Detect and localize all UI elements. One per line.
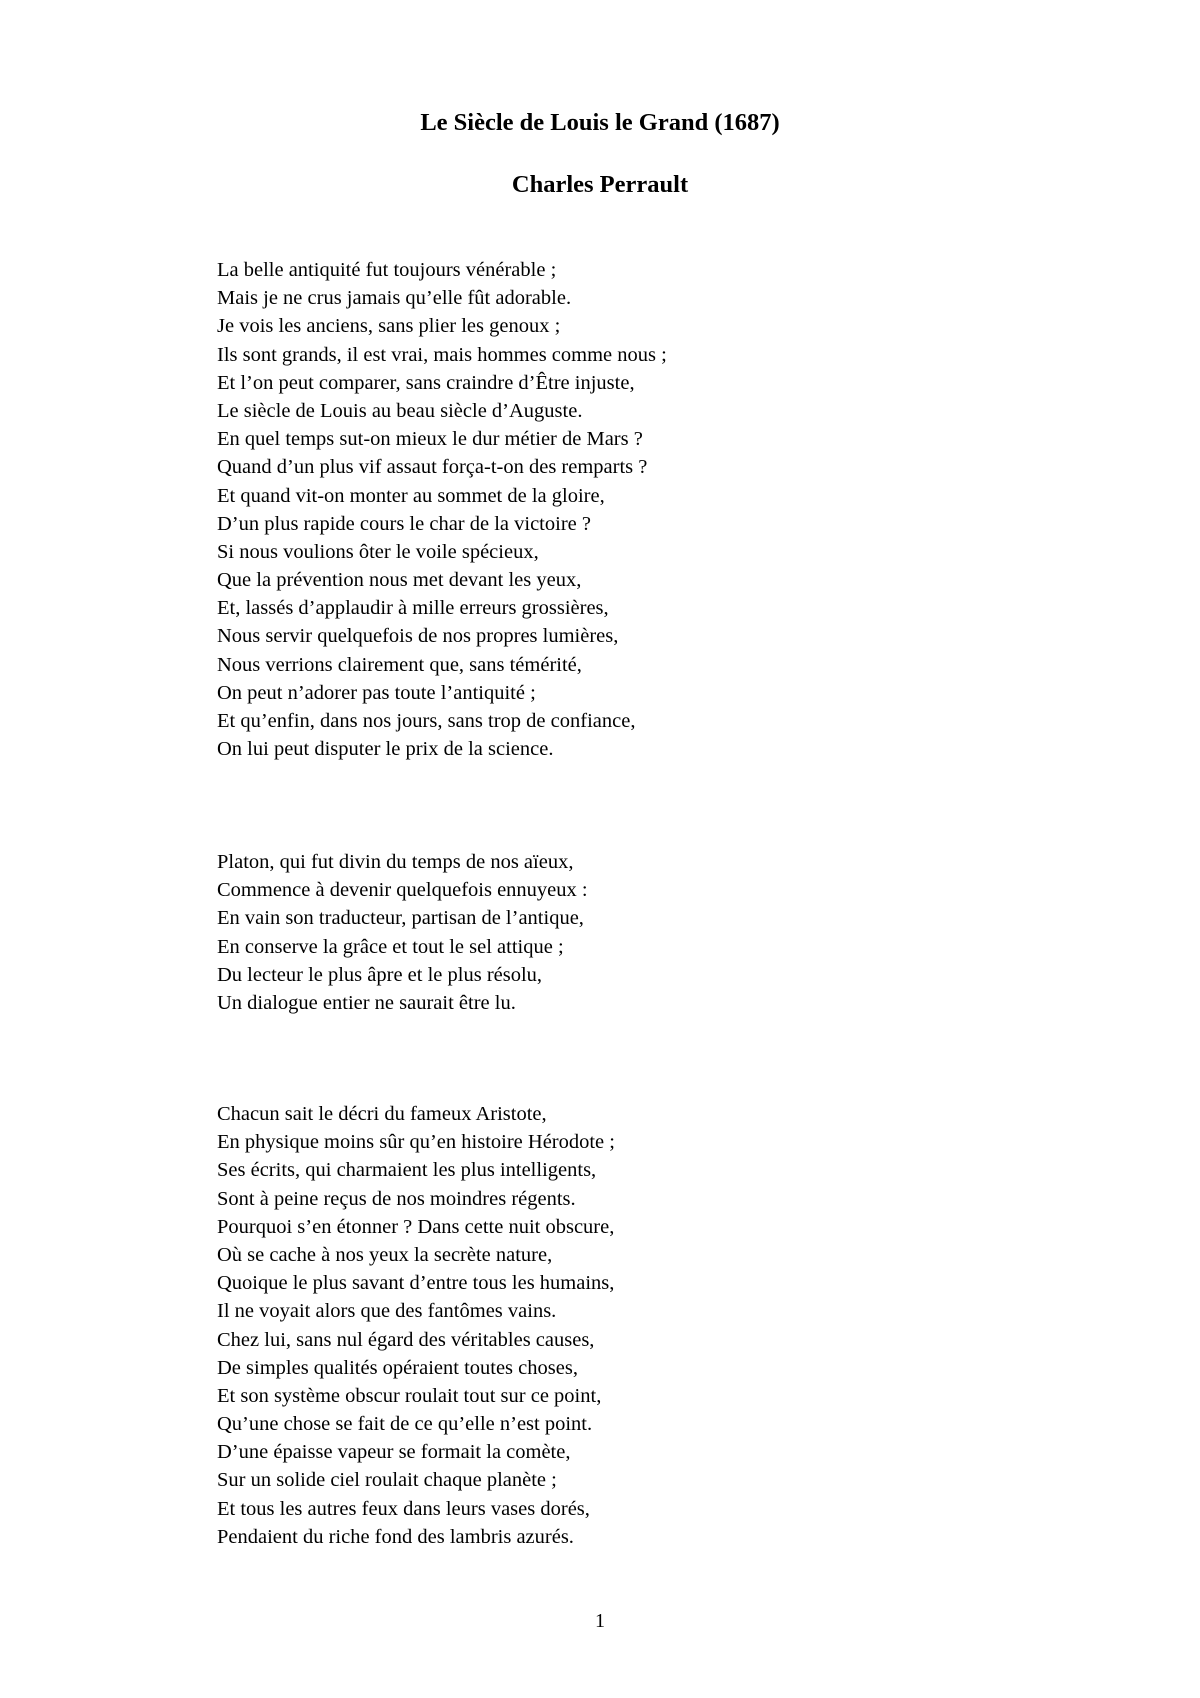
verse-line: Et son système obscur roulait tout sur ce point, [217,1384,602,1407]
verse-line: Je vois les anciens, sans plier les genoux ; [217,315,561,338]
verse-line: Du lecteur le plus âpre et le plus résolu, [217,963,543,986]
verse-line: Chez lui, sans nul égard des véritables causes, [217,1328,595,1351]
verse-line: Et tous les autres feux dans leurs vases dorés, [217,1497,590,1520]
verse-line: On peut n’adorer pas toute l’antiquité ; [217,681,536,704]
verse-line: Commence à devenir quelquefois ennuyeux : [217,879,588,902]
verse-line: De simples qualités opéraient toutes choses, [217,1356,578,1379]
verse-line: Et quand vit-on monter au sommet de la gloire, [217,484,605,507]
stanza [217,256,667,763]
document-title: Le Siècle de Louis le Grand (1687) [420,109,780,136]
verse-line: En physique moins sûr qu’en histoire Hérodote ; [217,1131,615,1154]
page-number: 1 [595,1610,605,1632]
verse-line: Pendaient du riche fond des lambris azurés. [217,1525,574,1548]
verse-line: Platon, qui fut divin du temps de nos aïeux, [217,851,574,873]
verse-line: Quoique le plus savant d’entre tous les humains, [217,1272,615,1295]
verse-line: Ses écrits, qui charmaient les plus intelligents, [217,1159,597,1182]
verse-line: Pourquoi s’en étonner ? Dans cette nuit obscure, [217,1215,615,1238]
document-author: Charles Perrault [511,171,689,198]
verse-line: Sont à peine reçus de nos moindres régents. [217,1187,576,1210]
verse-line: Nous servir quelquefois de nos propres lumières, [217,625,619,648]
stanza [217,1100,615,1551]
verse-line: Qu’une chose se fait de ce qu’elle n’est point. [217,1413,593,1436]
verse-line: En conserve la grâce et tout le sel attique ; [217,935,564,958]
verse-line: Le siècle de Louis au beau siècle d’Auguste. [217,399,583,422]
verse-line: Et qu’enfin, dans nos jours, sans trop de confiance, [217,710,636,732]
verse-line: On lui peut disputer le prix de la science. [217,738,554,761]
verse-line: Si nous voulions ôter le voile spécieux, [217,540,539,563]
verse-line: Et l’on peut comparer, sans craindre d’Être injuste, [217,371,635,394]
verse-line: Chacun sait le décri du fameux Aristote, [217,1103,547,1125]
verse-line: Mais je ne crus jamais qu’elle fût adorable. [217,287,572,310]
verse-line: En vain son traducteur, partisan de l’antique, [217,907,584,930]
stanza [217,848,588,1017]
verse-line: Et, lassés d’applaudir à mille erreurs grossières, [217,597,609,620]
verse-line: Ils sont grands, il est vrai, mais hommes comme nous ; [217,343,667,366]
verse-line: Où se cache à nos yeux la secrète nature, [217,1243,553,1266]
verse-line: Quand d’un plus vif assaut força-t-on des remparts ? [217,456,648,479]
verse-line: Sur un solide ciel roulait chaque planète ; [217,1469,557,1492]
verse-line: Nous verrions clairement que, sans témérité, [217,653,582,676]
verse-line: La belle antiquité fut toujours vénérable ; [217,259,557,281]
verse-line: D’une épaisse vapeur se formait la comète, [217,1441,571,1464]
verse-line: En quel temps sut-on mieux le dur métier de Mars ? [217,428,643,451]
verse-line: Que la prévention nous met devant les yeux, [217,569,582,592]
verse-line: Un dialogue entier ne saurait être lu. [217,991,516,1014]
verse-line: Il ne voyait alors que des fantômes vains. [217,1300,557,1323]
verse-line: D’un plus rapide cours le char de la victoire ? [217,512,591,535]
